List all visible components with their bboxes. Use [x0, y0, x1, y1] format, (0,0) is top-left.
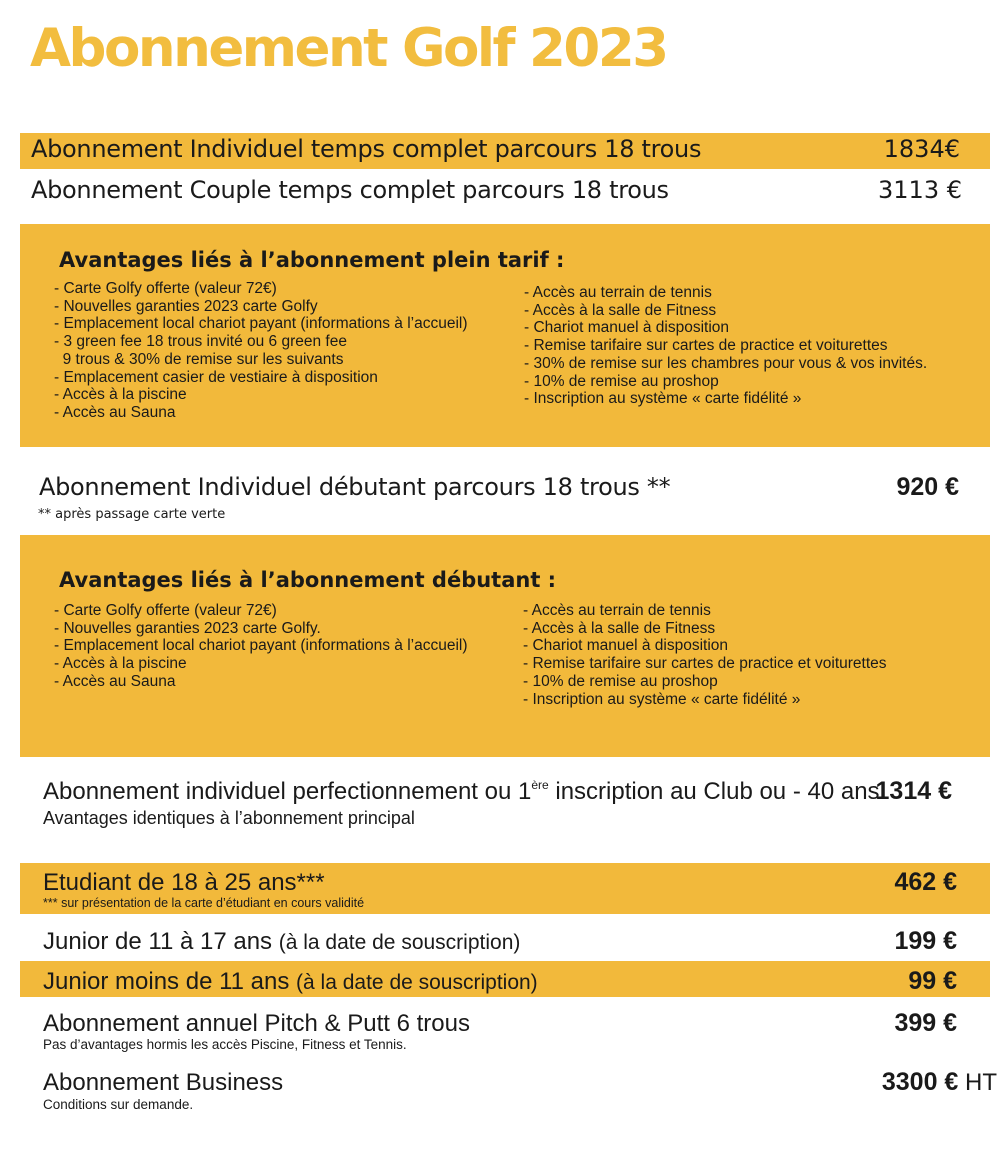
list-item: - Emplacement local chariot payant (informations à l’accueil)	[54, 637, 468, 655]
list-item: - Inscription au système « carte fidélité »	[523, 690, 801, 708]
list-item: - Chariot manuel à disposition	[523, 637, 729, 655]
list-item: - Accès au Sauna	[54, 403, 176, 421]
row-pitch-putt-price: 399 €	[894, 1009, 957, 1037]
row-junior-moins-11-price: 99 €	[908, 967, 957, 995]
price-value: 3300 €	[881, 1068, 959, 1096]
avantages-plein-title: Avantages liés à l’abonnement plein tarif :	[59, 248, 565, 272]
label-qualifier: (à la date de souscription)	[278, 931, 521, 954]
list-item: - Accès au terrain de tennis	[523, 602, 711, 619]
price-suffix: HT	[958, 1069, 997, 1096]
row-business-label: Abonnement Business	[43, 1069, 284, 1096]
list-item: - Remise tarifaire sur cartes de practice et voiturettes	[523, 655, 887, 673]
list-item: - Chariot manuel à disposition	[524, 319, 730, 337]
avantages-debutant-title: Avantages liés à l’abonnement débutant :	[59, 568, 557, 592]
list-item: - Carte Golfy offerte (valeur 72€)	[54, 602, 277, 619]
row-business-note: Conditions sur demande.	[43, 1097, 194, 1112]
row-etudiant-price: 462 €	[894, 868, 957, 896]
row-debutant-note: ** après passage carte verte	[38, 507, 226, 522]
row-debutant-label: Abonnement Individuel débutant parcours 18 trous **	[39, 473, 671, 501]
avantages-plein-left-list	[54, 280, 468, 422]
label-qualifier: (à la date de souscription)	[296, 971, 538, 994]
list-item: - Emplacement local chariot payant (informations à l’accueil)	[54, 315, 468, 333]
list-item: - Inscription au système « carte fidélité »	[524, 390, 802, 408]
label-superscript: ère	[531, 778, 549, 792]
list-item: - Accès au terrain de tennis	[524, 284, 712, 301]
list-item: - Accès à la salle de Fitness	[524, 301, 717, 319]
row-junior-11-17-price: 199 €	[894, 927, 957, 955]
row-perfectionnement-price: 1314 €	[875, 777, 952, 805]
label-part: Junior moins de 11 ans	[43, 968, 290, 995]
avantages-plein-right-list	[524, 284, 927, 408]
row-pitch-putt-note: Pas d’avantages hormis les accès Piscine, Fitness et Tennis.	[43, 1037, 407, 1052]
list-item: - Carte Golfy offerte (valeur 72€)	[54, 280, 277, 297]
row-etudiant-note: *** sur présentation de la carte d’étudiant en cours validité	[43, 896, 365, 910]
row-pitch-putt-label: Abonnement annuel Pitch & Putt 6 trous	[43, 1010, 470, 1037]
row-perfectionnement-label	[43, 778, 880, 806]
label-part: inscription au Club ou - 40 ans	[548, 778, 880, 805]
list-item: - Emplacement casier de vestiaire à disposition	[54, 368, 378, 386]
row-junior-moins-11-label	[43, 968, 538, 996]
row-junior-11-17-label	[43, 928, 520, 956]
list-item: - Accès à la piscine	[54, 655, 187, 673]
list-item: - Nouvelles garanties 2023 carte Golfy	[54, 297, 318, 315]
row-business-price	[882, 1068, 997, 1097]
list-item: - 10% de remise au proshop	[524, 372, 719, 390]
row-couple-price: 3113 €	[878, 176, 962, 204]
list-item: - Accès à la piscine	[54, 386, 187, 404]
list-item: - 3 green fee 18 trous invité ou 6 green fee	[54, 333, 347, 351]
list-item: - 10% de remise au proshop	[523, 672, 718, 690]
list-item: - Accès à la salle de Fitness	[523, 619, 716, 637]
list-item: - Accès au Sauna	[54, 672, 176, 690]
label-part: Junior de 11 à 17 ans	[43, 928, 273, 955]
page-title: Abonnement Golf 2023	[30, 18, 667, 79]
list-item: 9 trous & 30% de remise sur les suivants	[54, 350, 344, 368]
row-etudiant-label: Etudiant de 18 à 25 ans***	[43, 869, 325, 896]
row-perfectionnement-note: Avantages identiques à l’abonnement principal	[43, 808, 415, 828]
avantages-debutant-right-list	[523, 602, 887, 708]
row-couple-label: Abonnement Couple temps complet parcours 18 trous	[31, 176, 669, 204]
row-individuel-price: 1834€	[883, 135, 960, 163]
list-item: - 30% de remise sur les chambres pour vous & vos invités.	[524, 354, 928, 372]
label-part: Abonnement individuel perfectionnement ou 1	[43, 778, 532, 805]
row-individuel-label: Abonnement Individuel temps complet parcours 18 trous	[31, 135, 702, 163]
list-item: - Nouvelles garanties 2023 carte Golfy.	[54, 619, 321, 637]
row-debutant-price: 920 €	[896, 473, 959, 501]
avantages-debutant-left-list	[54, 602, 468, 691]
list-item: - Remise tarifaire sur cartes de practice et voiturettes	[524, 337, 888, 355]
